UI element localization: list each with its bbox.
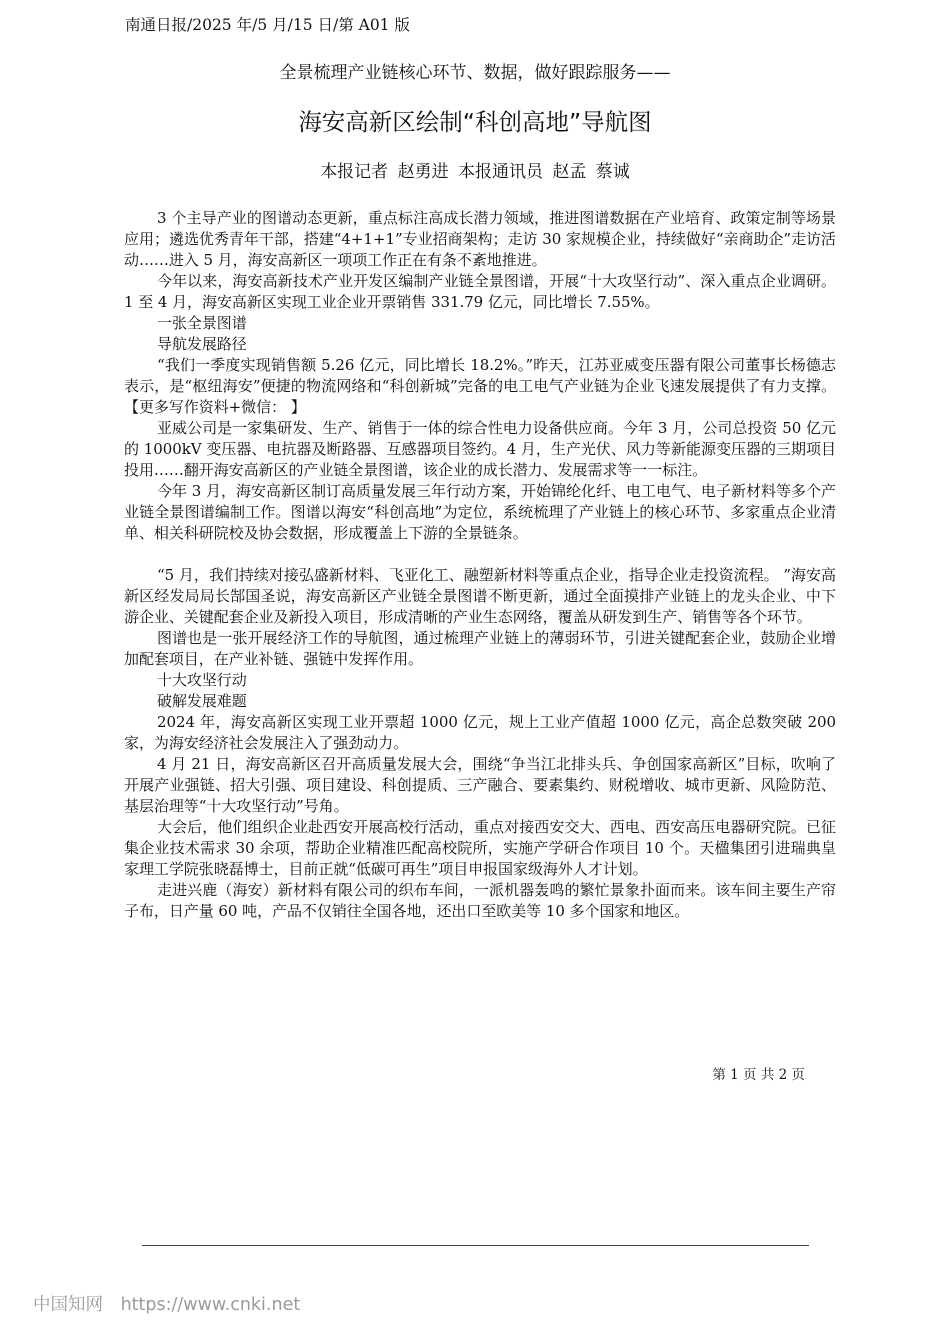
article-byline: 本报记者 赵勇进 本报通讯员 赵孟 蔡诚 bbox=[320, 162, 630, 182]
article-paragraph: 今年 3 月，海安高新区制订高质量发展三年行动方案，开始锦纶化纤、电工电气、电子新材料等多个产业链全景图谱编制工作。图谱以海安“科创高地”为定位，系统梳理了产业链上的核心环节、多家重点企业清单、相关科研院校及协会数据，形成覆盖上下游的全景链条。 bbox=[124, 482, 836, 542]
watermark-brand: 中国知网 bbox=[33, 1295, 103, 1315]
section-heading-line-1: 十大攻坚行动 bbox=[157, 671, 247, 689]
footer-divider bbox=[142, 1245, 809, 1246]
article-paragraph: 今年以来，海安高新技术产业开发区编制产业链全景图谱，开展“十大攻坚行动”、深入重点企业调研。1 至 4 月，海安高新区实现工业企业开票销售 331.79 亿元，同比增长 7.55%。 bbox=[124, 272, 836, 311]
article-paragraph: 大会后，他们组织企业赴西安开展高校行活动，重点对接西安交大、西电、西安高压电器研究院。已征集企业技术需求 30 余项，帮助企业精准匹配高校院所，实施产学研合作项目 10 个。天楹集团引进瑞典皇家理工学院张晓磊博士，目前正就“低碳可再生”项目申报国家级海外人才计划。 bbox=[124, 818, 836, 878]
section-heading-line-2: 破解发展难题 bbox=[157, 692, 247, 710]
article-paragraph: 走进兴鹿（海安）新材料有限公司的织布车间，一派机器轰鸣的繁忙景象扑面而来。该车间主要生产帘子布，日产量 60 吨，产品不仅销往全国各地，还出口至欧美等 10 多个国家和地区。 bbox=[124, 881, 836, 920]
article-paragraph: “5 月，我们持续对接弘盛新材料、飞亚化工、融塑新材料等重点企业，指导企业走投资流程。 ”海安高新区经发局局长郜国圣说，海安高新区产业链全景图谱不断更新，通过全面摸排产业链上的龙头企业、中下游企业、关键配套企业及新投入项目，形成清晰的产业生态网络，覆盖从研发到生产、销售等各个环节。 bbox=[124, 566, 836, 626]
article-paragraph: 3 个主导产业的图谱动态更新，重点标注高成长潜力领域，推进图谱数据在产业培育、政策定制等场景应用；遴选优秀青年干部，搭建“4+1+1”专业招商架构；走访 30 家规模企业，持续做好“亲商助企”走访活动……进入 5 月，海安高新区一项项工作正在有条不紊地推进。 bbox=[124, 209, 836, 269]
watermark-url: https://www.cnki.net bbox=[120, 1295, 301, 1315]
article-paragraph: 亚威公司是一家集研发、生产、销售于一体的综合性电力设备供应商。今年 3 月，公司总投资 50 亿元的 1000kV 变压器、电抗器及断路器、互感器项目签约。4 月，生产光伏、风力等新能源变压器的三期项目投用……翻开海安高新区的产业链全景图谱，该企业的成长潜力、发展需求等一一标注。 bbox=[124, 419, 836, 479]
section-heading-line-2: 导航发展路径 bbox=[157, 335, 247, 353]
article-title: 海安高新区绘制“科创高地”导航图 bbox=[298, 108, 652, 136]
article-paragraph: 图谱也是一张开展经济工作的导航图，通过梳理产业链上的薄弱环节，引进关键配套企业，鼓励企业增加配套项目，在产业补链、强链中发挥作用。 bbox=[124, 629, 836, 668]
publication-source-line: 南通日报/2025 年/5 月/15 日/第 A01 版 bbox=[125, 16, 410, 34]
article-paragraph: 2024 年，海安高新区实现工业开票超 1000 亿元，规上工业产值超 1000 亿元，高企总数突破 200 家，为海安经济社会发展注入了强劲动力。 bbox=[124, 713, 836, 752]
cnki-watermark bbox=[33, 1291, 300, 1319]
article-paragraph: 4 月 21 日，海安高新区召开高质量发展大会，围绕“争当江北排头兵、争创国家高新区”目标，吹响了开展产业强链、招大引强、项目建设、科创提质、三产融合、要素集约、财税增收、城市更新、风险防范、基层治理等“十大攻坚行动”号角。 bbox=[124, 755, 836, 815]
section-heading-line-1: 一张全景图谱 bbox=[157, 314, 247, 332]
article-paragraph: “我们一季度实现销售额 5.26 亿元，同比增长 18.2%。”昨天，江苏亚威变压器有限公司董事长杨德志表示，是“枢纽海安”便捷的物流网络和“科创新城”完备的电工电气产业链为企业飞速发展提供了有力支撑。【更多写作资料+微信： 】 bbox=[124, 356, 836, 416]
page-indicator: 第 1 页 共 2 页 bbox=[712, 1067, 805, 1083]
article-subtitle: 全景梳理产业链核心环节、数据，做好跟踪服务—— bbox=[279, 63, 671, 83]
article-body bbox=[124, 208, 836, 922]
